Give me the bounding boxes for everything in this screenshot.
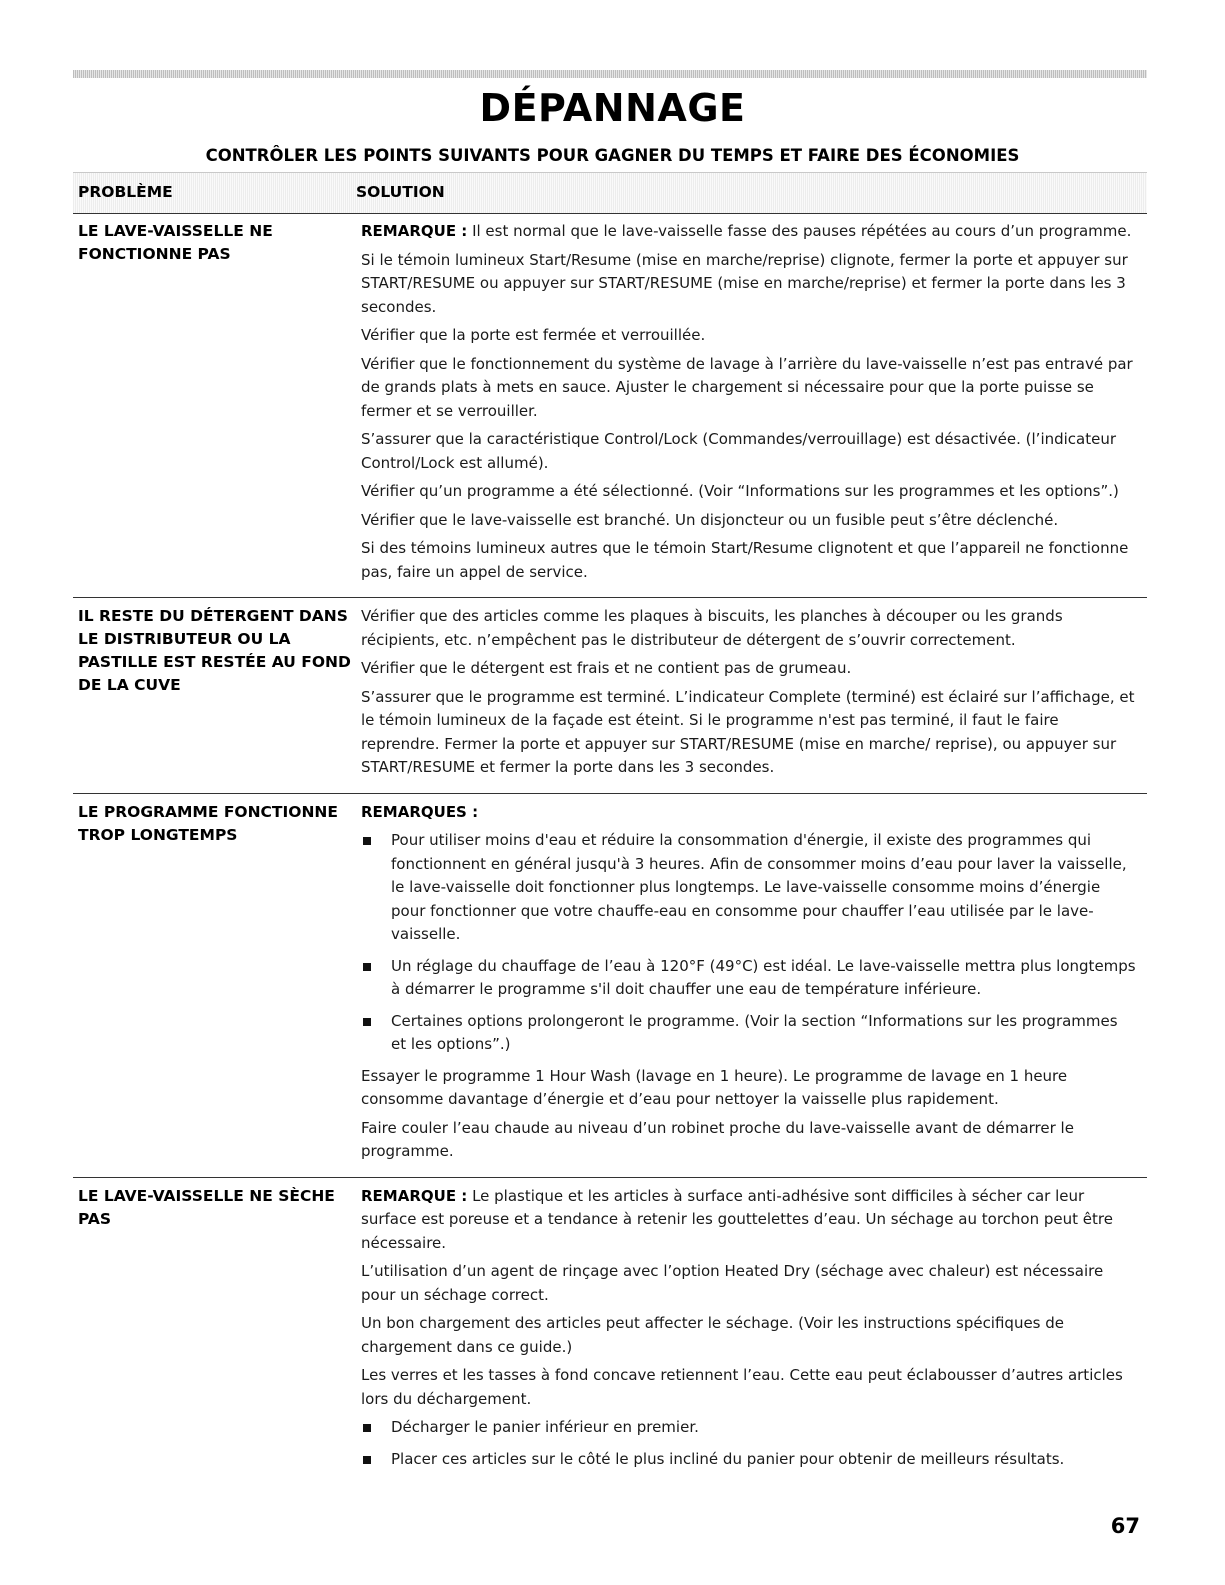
table-row: [73, 598, 1147, 794]
solution-paragraph: Vérifier que le fonctionnement du système de lavage à l’arrière du lave-vaisselle n’est pas entravé par de grands plats à mets en sauce. Ajuster le chargement si nécessaire pour que la porte puisse se fermer et se verrouiller.: [361, 354, 1133, 420]
square-bullet-icon: [363, 963, 371, 971]
bullet-text: Décharger le panier inférieur en premier.: [391, 1418, 699, 1436]
solution-paragraph: Faire couler l’eau chaude au niveau d’un robinet proche du lave-vaisselle avant de démarrer le programme.: [361, 1118, 1074, 1160]
bullet-text: Pour utiliser moins d'eau et réduire la consommation d'énergie, il existe des programmes qui fonctionnent en général jusqu'à 3 heures. Afin de consommer moins d’eau pour laver la vaisselle, le lave-vaisselle doit fonctionner plus longtemps. Le lave-vaisselle consomme moins d’énergie pour fonctionner que votre chauffe-eau en consomme pour chauffer l’eau utilisée par le lave-vaisselle.: [391, 831, 1127, 943]
note-label: REMARQUE :: [361, 1186, 468, 1205]
solution-cell: [358, 801, 1147, 1169]
problem-cell: LE LAVE-VAISSELLE NE FONCTIONNE PAS: [78, 222, 273, 263]
bullet-text: Un réglage du chauffage de l’eau à 120°F (49°C) est idéal. Le lave-vaisselle mettra plus longtemps à démarrer le programme s'il doit chauffer une eau de température inférieure.: [391, 956, 1136, 998]
bullet-item: [361, 829, 1137, 947]
solution-paragraph: Vérifier qu’un programme a été sélectionné. (Voir “Informations sur les programmes et les options”.): [361, 482, 1119, 500]
square-bullet-icon: [363, 837, 371, 845]
note-text: Il est normal que le lave-vaisselle fasse des pauses répétées au cours d’un programme.: [467, 222, 1132, 240]
page-subtitle: CONTRÔLER LES POINTS SUIVANTS POUR GAGNER DU TEMPS ET FAIRE DES ÉCONOMIES: [205, 146, 1020, 165]
solution-paragraph: Vérifier que la porte est fermée et verrouillée.: [361, 326, 706, 344]
solution-paragraph: Si le témoin lumineux Start/Resume (mise en marche/reprise) clignote, fermer la porte et appuyer sur START/RESUME ou appuyer sur START/RESUME (mise en marche/reprise) et fermer la porte dans les 3 secondes.: [361, 250, 1128, 316]
solution-cell: [358, 605, 1147, 785]
solution-cell: [358, 1185, 1147, 1480]
solution-paragraph: S’assurer que le programme est terminé. L’indicateur Complete (terminé) est éclairé sur l’affichage, et le témoin lumineux de la façade est éteint. Si le programme n'est pas terminé, il faut le faire reprendre. Fermer la porte et appuyer sur START/RESUME (mise en marche/ reprise), ou appuyer sur START/RESUME et fermer la porte dans les 3 secondes.: [361, 687, 1135, 776]
solution-paragraph: Les verres et les tasses à fond concave retiennent l’eau. Cette eau peut éclabousser d’autres articles lors du déchargement.: [361, 1366, 1123, 1408]
solution-cell: [358, 220, 1147, 589]
note-label: REMARQUE :: [361, 222, 468, 240]
note-text: Le plastique et les articles à surface anti-adhésive sont difficiles à sécher car leur surface est poreuse et a tendance à retenir les gouttelettes d’eau. Un séchage au torchon peut être nécessaire.: [361, 1186, 1113, 1252]
square-bullet-icon: [363, 1456, 371, 1464]
table-row: [73, 794, 1147, 1178]
problem-cell: LE LAVE-VAISSELLE NE SÈCHE PAS: [78, 1186, 335, 1228]
page-title: DÉPANNAGE: [479, 86, 746, 130]
solution-paragraph: [361, 1185, 1137, 1256]
page-number: 67: [1110, 1514, 1140, 1538]
problem-cell: LE PROGRAMME FONCTIONNE TROP LONGTEMPS: [78, 802, 338, 844]
table-row: [73, 213, 1147, 598]
solution-paragraph: Un bon chargement des articles peut affecter le séchage. (Voir les instructions spécifiques de chargement dans ce guide.): [361, 1314, 1065, 1356]
bullet-text: Placer ces articles sur le côté le plus incliné du panier pour obtenir de meilleurs résultats.: [391, 1449, 1065, 1468]
solution-paragraph: Essayer le programme 1 Hour Wash (lavage en 1 heure). Le programme de lavage en 1 heure consomme davantage d’énergie et d’eau pour nettoyer la vaisselle plus rapidement.: [361, 1066, 1068, 1108]
bullet-item: [361, 1448, 1137, 1472]
bullet-item: [361, 1010, 1137, 1057]
solution-paragraph: [361, 220, 1137, 244]
problem-cell: IL RESTE DU DÉTERGENT DANS LE DISTRIBUTEUR OU LA PASTILLE EST RESTÉE AU FOND DE LA CUVE: [78, 607, 351, 694]
square-bullet-icon: [363, 1424, 371, 1432]
column-header-problem: PROBLÈME: [78, 183, 173, 201]
column-header-solution: SOLUTION: [356, 183, 445, 201]
bullet-text: Certaines options prolongeront le programme. (Voir la section “Informations sur les programmes et les options”.): [391, 1011, 1118, 1053]
table-header: [73, 172, 1147, 214]
solution-paragraph: Vérifier que des articles comme les plaques à biscuits, les planches à découper ou les grands récipients, etc. n’empêchent pas le distributeur de détergent de s’ouvrir correctement.: [361, 607, 1063, 649]
solution-paragraph: Vérifier que le lave-vaisselle est branché. Un disjoncteur ou un fusible peut s’être déclenché.: [361, 510, 1059, 529]
bullet-item: [361, 955, 1137, 1002]
square-bullet-icon: [363, 1018, 371, 1026]
notes-label: REMARQUES :: [361, 802, 479, 821]
table-row: [73, 1178, 1147, 1488]
solution-paragraph: Si des témoins lumineux autres que le témoin Start/Resume clignotent et que l’appareil ne fonctionne pas, faire un appel de service.: [361, 539, 1129, 581]
solution-paragraph: Vérifier que le détergent est frais et ne contient pas de grumeau.: [361, 659, 852, 677]
bullet-item: [361, 1416, 1137, 1440]
solution-paragraph: L’utilisation d’un agent de rinçage avec l’option Heated Dry (séchage avec chaleur) est nécessaire pour un séchage correct.: [361, 1262, 1104, 1304]
top-decorative-rule: [73, 70, 1147, 78]
troubleshooting-table: [73, 213, 1147, 1487]
solution-paragraph: S’assurer que la caractéristique Control/Lock (Commandes/verrouillage) est désactivée. (l’indicateur Control/Lock est allumé).: [361, 430, 1117, 472]
